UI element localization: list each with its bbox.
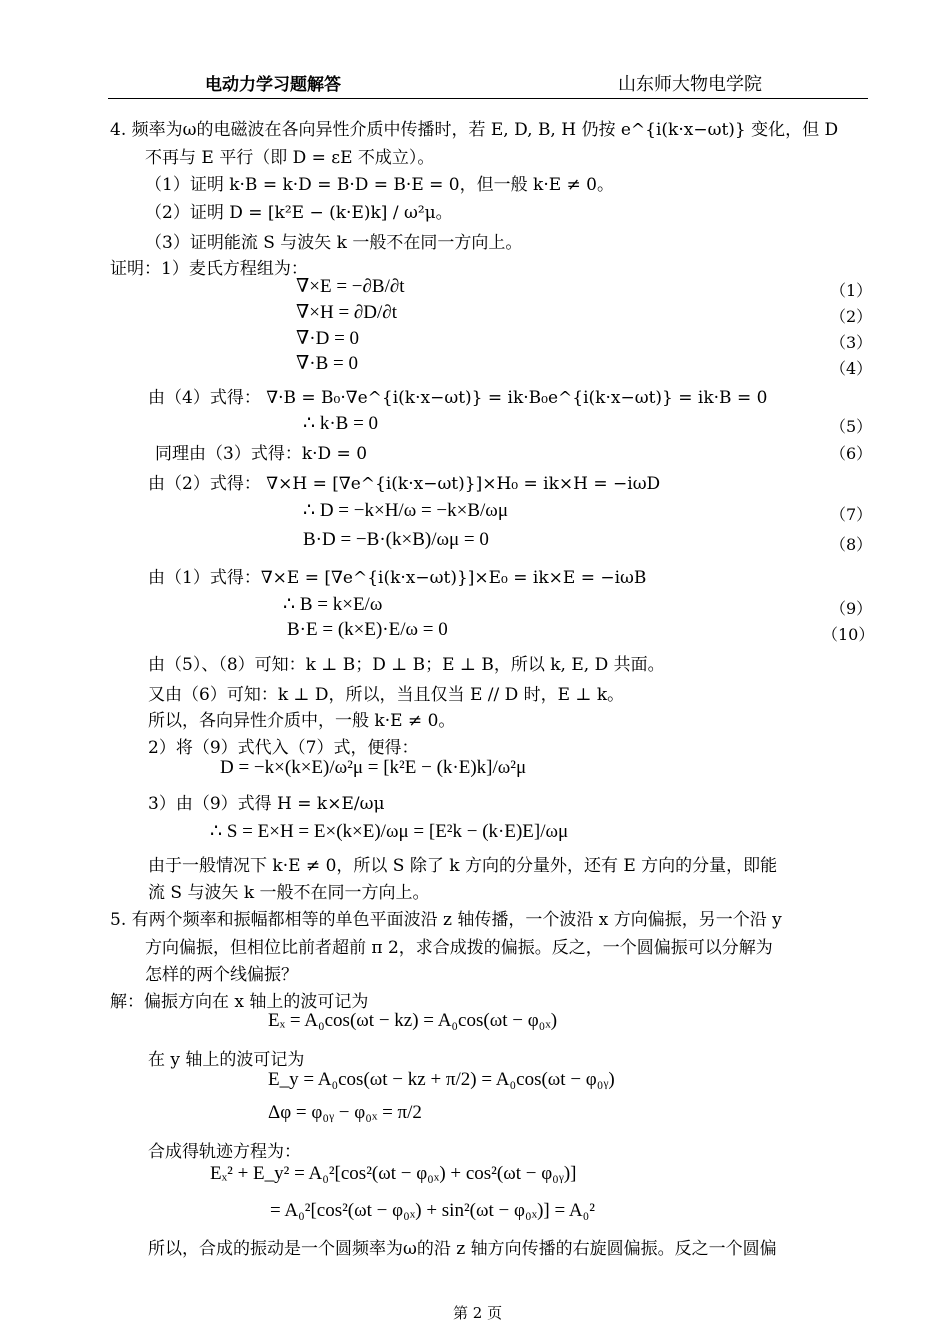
equation-number: （7） <box>830 505 873 524</box>
text-line: 不再与 E 平行（即 D = εE 不成立）。 <box>145 148 435 168</box>
text-line: 解：偏振方向在 x 轴上的波可记为 <box>110 992 369 1012</box>
text-line: 方向偏振，但相位比前者超前 π 2，求合成拨的偏振。反之，一个圆偏振可以分解为 <box>145 938 773 958</box>
text-line: （1）证明 k·B = k·D = B·D = B·E = 0，但一般 k·E ≠ 0。 <box>145 175 614 195</box>
text-line: 由（1）式得：∇×E = [∇e^{i(k·x−ωt)}]×E₀ = ik×E = −iωB <box>148 568 647 588</box>
text-line: 5. 有两个频率和振幅都相等的单色平面波沿 z 轴传播，一个波沿 x 方向偏振，另一个沿 y <box>110 910 782 930</box>
equation-line: Eₓ² + E_y² = A₀²[cos²(ωt − φ₀ₓ) + cos²(ωt − φ₀ᵧ)] <box>210 1163 577 1184</box>
text-line: 在 y 轴上的波可记为 <box>148 1050 305 1070</box>
equation-line: B·E = (k×E)·E/ω = 0 <box>287 619 448 640</box>
header-course-title: 电动力学习题解答 <box>205 75 341 95</box>
equation-number: （6） <box>830 444 873 463</box>
equation-number: （3） <box>830 333 873 352</box>
text-line: 同理由（3）式得：k·D = 0 <box>155 444 368 464</box>
equation-line: ∴ k·B = 0 <box>303 413 379 434</box>
text-line: 4. 频率为ω的电磁波在各向异性介质中传播时，若 E, D, B, H 仍按 e^{i(k·x−ωt)} 变化，但 D <box>110 120 839 140</box>
equation-line: D = −k×(k×E)/ω²μ = [k²E − (k·E)k]/ω²μ <box>220 757 527 778</box>
equation-line: = A₀²[cos²(ωt − φ₀ₓ) + sin²(ωt − φ₀ₓ)] = A₀² <box>270 1200 595 1221</box>
equation-line: ∴ B = k×E/ω <box>283 594 383 615</box>
text-line: 由于一般情况下 k·E ≠ 0，所以 S 除了 k 方向的分量外，还有 E 方向的分量，即能 <box>148 856 778 876</box>
text-line: 怎样的两个线偏振？ <box>145 965 298 985</box>
equation-number: （10） <box>822 625 875 644</box>
equation-line: B·D = −B·(k×B)/ωμ = 0 <box>303 529 489 550</box>
equation-number: （9） <box>830 599 873 618</box>
equation-line: ∇×H = ∂D/∂t <box>296 302 397 323</box>
equation-number: （4） <box>830 359 873 378</box>
text-line: （3）证明能流 S 与波矢 k 一般不在同一方向上。 <box>145 233 523 253</box>
equation-line: ∇·B = 0 <box>296 353 358 374</box>
equation-line: ∇×E = −∂B/∂t <box>296 276 405 297</box>
equation-line: ∇·D = 0 <box>296 328 360 349</box>
equation-number: （2） <box>830 307 873 326</box>
header-institution: 山东师大物电学院 <box>618 74 762 95</box>
text-line: 合成得轨迹方程为： <box>148 1142 301 1162</box>
text-line: 由（4）式得： ∇·B = B₀·∇e^{i(k·x−ωt)} = ik·B₀e^{i(k·x−ωt)} = ik·B = 0 <box>148 388 768 408</box>
equation-line: E_y = A₀cos(ωt − kz + π/2) = A₀cos(ωt − φ₀ᵧ) <box>268 1069 615 1090</box>
equation-number: （5） <box>830 417 873 436</box>
equation-number: （1） <box>830 281 873 300</box>
text-line: 2）将（9）式代入（7）式，便得： <box>148 738 419 758</box>
equation-line: Eₓ = A₀cos(ωt − kz) = A₀cos(ωt − φ₀ₓ) <box>268 1010 558 1031</box>
equation-line: Δφ = φ₀ᵧ − φ₀ₓ = π/2 <box>268 1102 422 1123</box>
text-line: （2）证明 D = [k²E − (k·E)k] / ω²μ。 <box>145 203 453 223</box>
text-line: 所以，合成的振动是一个圆频率为ω的沿 z 轴方向传播的右旋圆偏振。反之一个圆偏 <box>148 1239 777 1259</box>
equation-number: （8） <box>830 535 873 554</box>
text-line: 由（2）式得： ∇×H = [∇e^{i(k·x−ωt)}]×H₀ = ik×H = −iωD <box>148 474 661 494</box>
text-line: 又由（6）可知：k ⊥ D，所以，当且仅当 E // D 时，E ⊥ k。 <box>148 685 625 705</box>
equation-line: ∴ S = E×H = E×(k×E)/ωμ = [E²k − (k·E)E]/ωμ <box>210 821 569 842</box>
text-line: 证明：1）麦氏方程组为： <box>110 259 308 279</box>
page-number: 第 2 页 <box>453 1304 503 1322</box>
text-line: 流 S 与波矢 k 一般不在同一方向上。 <box>148 883 430 903</box>
text-line: 所以，各向异性介质中，一般 k·E ≠ 0。 <box>148 711 456 731</box>
header-divider <box>108 98 868 99</box>
text-line: 由（5）、（8）可知：k ⊥ B；D ⊥ B；E ⊥ B，所以 k, E, D 共面。 <box>148 655 665 675</box>
equation-line: ∴ D = −k×H/ω = −k×B/ωμ <box>303 500 509 521</box>
text-line: 3）由（9）式得 H = k×E/ωμ <box>148 794 385 814</box>
